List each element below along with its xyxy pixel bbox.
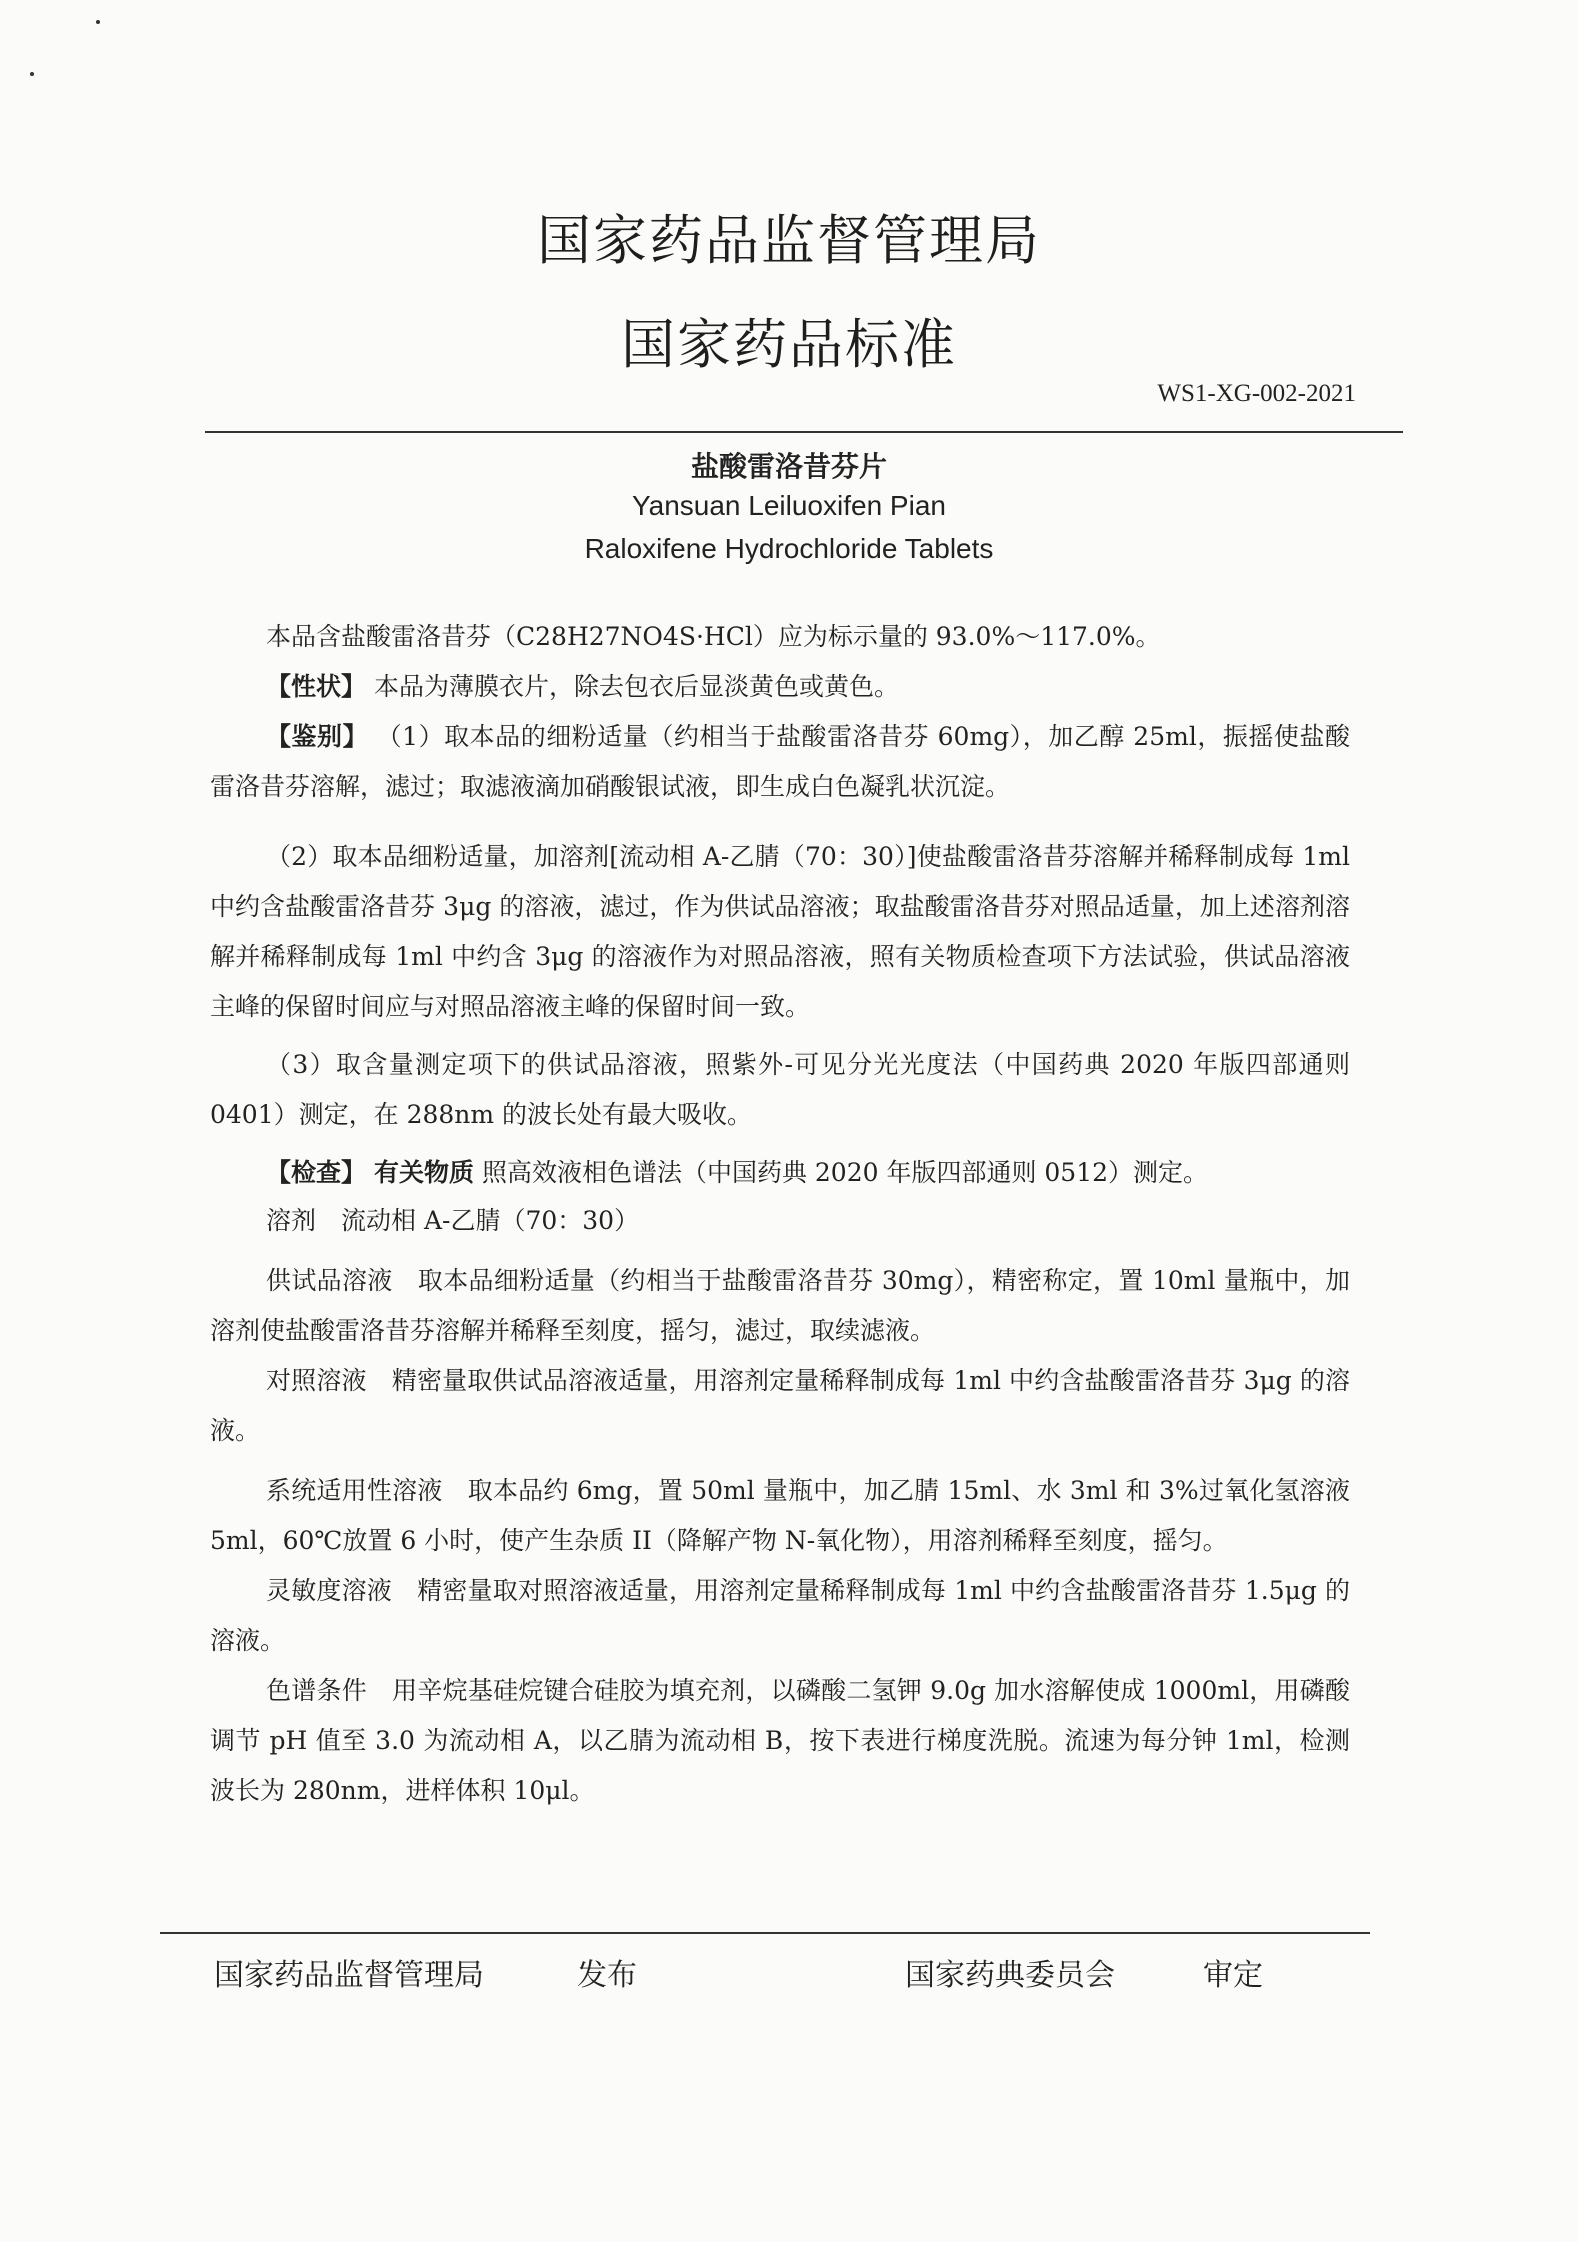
drug-name-en: Raloxifene Hydrochloride Tablets [584, 533, 994, 564]
suitability-paragraph: 系统适用性溶液 取本品约 6mg，置 50ml 量瓶中，加乙腈 15ml、水 3ml 和 3%过氧化氢溶液 5ml，60℃放置 6 小时，使产生杂质 II（降解产物 N-氧化物），用溶剂稀释至刻度，摇匀。 [210, 1476, 1350, 1555]
footer-publisher: 国家药品监督管理局 [214, 1958, 484, 1993]
footer-reviewer: 国家药典委员会 [905, 1958, 1115, 1993]
identification-label: 【鉴别】 [266, 722, 369, 751]
reference-solution-paragraph: 对照溶液 精密量取供试品溶液适量，用溶剂定量稀释制成每 1ml 中约含盐酸雷洛昔芬 3μg 的溶液。 [210, 1366, 1350, 1445]
character-paragraph [210, 662, 1350, 712]
header-rule [205, 431, 1403, 433]
scan-speck [96, 20, 100, 24]
drug-name-cn: 盐酸雷洛昔芬片 [690, 450, 887, 483]
related-substances-label: 有关物质 [373, 1158, 474, 1187]
scan-speck [30, 72, 34, 76]
standard-title: 国家药品标准 [621, 313, 957, 376]
solvent-paragraph: 溶剂 流动相 A-乙腈（70：30） [266, 1206, 640, 1235]
standard-code: WS1-XG-002-2021 [1157, 380, 1356, 407]
identification-1-text: （1）取本品的细粉适量（约相当于盐酸雷洛昔芬 60mg），加乙醇 25ml，振摇使盐酸雷洛昔芬溶解，滤过；取滤液滴加硝酸银试液，即生成白色凝乳状沉淀。 [210, 722, 1350, 801]
drug-name-pinyin: Yansuan Leiluoxifen Pian [632, 490, 946, 521]
sensitivity-paragraph: 灵敏度溶液 精密量取对照溶液适量，用溶剂定量稀释制成每 1ml 中约含盐酸雷洛昔芬 1.5μg 的溶液。 [210, 1576, 1350, 1655]
test-solution-paragraph: 供试品溶液 取本品细粉适量（约相当于盐酸雷洛昔芬 30mg），精密称定，置 10ml 量瓶中，加溶剂使盐酸雷洛昔芬溶解并稀释至刻度，摇匀，滤过，取续滤液。 [210, 1266, 1350, 1345]
character-label: 【性状】 [266, 672, 367, 701]
character-text: 本品为薄膜衣片，除去包衣后显淡黄色或黄色。 [373, 672, 899, 701]
identification-2: （2）取本品细粉适量，加溶剂[流动相 A-乙腈（70：30）]使盐酸雷洛昔芬溶解并稀释制成每 1ml 中约含盐酸雷洛昔芬 3μg 的溶液，滤过，作为供试品溶液；取盐酸雷洛昔芬对照品适量，加上述溶剂溶解并稀释制成每 1ml 中约含 3μg 的溶液作为对照品溶液，照有关物质检查项下方法试验，供试品溶液主峰的保留时间应与对照品溶液主峰的保留时间一致。 [210, 842, 1350, 1021]
related-substances-text: 照高效液相色谱法（中国药典 2020 年版四部通则 0512）测定。 [481, 1158, 1209, 1187]
check-label: 【检查】 [266, 1158, 367, 1187]
footer-publish-action: 发布 [577, 1958, 637, 1993]
check-paragraph [210, 1148, 1350, 1198]
footer-review-action: 审定 [1203, 1958, 1263, 1993]
chromatography-paragraph: 色谱条件 用辛烷基硅烷键合硅胶为填充剂，以磷酸二氢钾 9.0g 加水溶解使成 1000ml，用磷酸调节 pH 值至 3.0 为流动相 A，以乙腈为流动相 B，按下表进行梯度洗脱。流速为每分钟 1ml，检测波长为 280nm，进样体积 10μl。 [210, 1676, 1350, 1805]
footer-rule [160, 1932, 1370, 1934]
identification-1 [210, 712, 1350, 812]
agency-title: 国家药品监督管理局 [537, 209, 1041, 272]
content-paragraph: 本品含盐酸雷洛昔芬（C28H27NO4S·HCl）应为标示量的 93.0%～117.0%。 [266, 622, 1161, 651]
identification-3: （3）取含量测定项下的供试品溶液，照紫外-可见分光光度法（中国药典 2020 年版四部通则 0401）测定，在 288nm 的波长处有最大吸收。 [210, 1050, 1350, 1129]
